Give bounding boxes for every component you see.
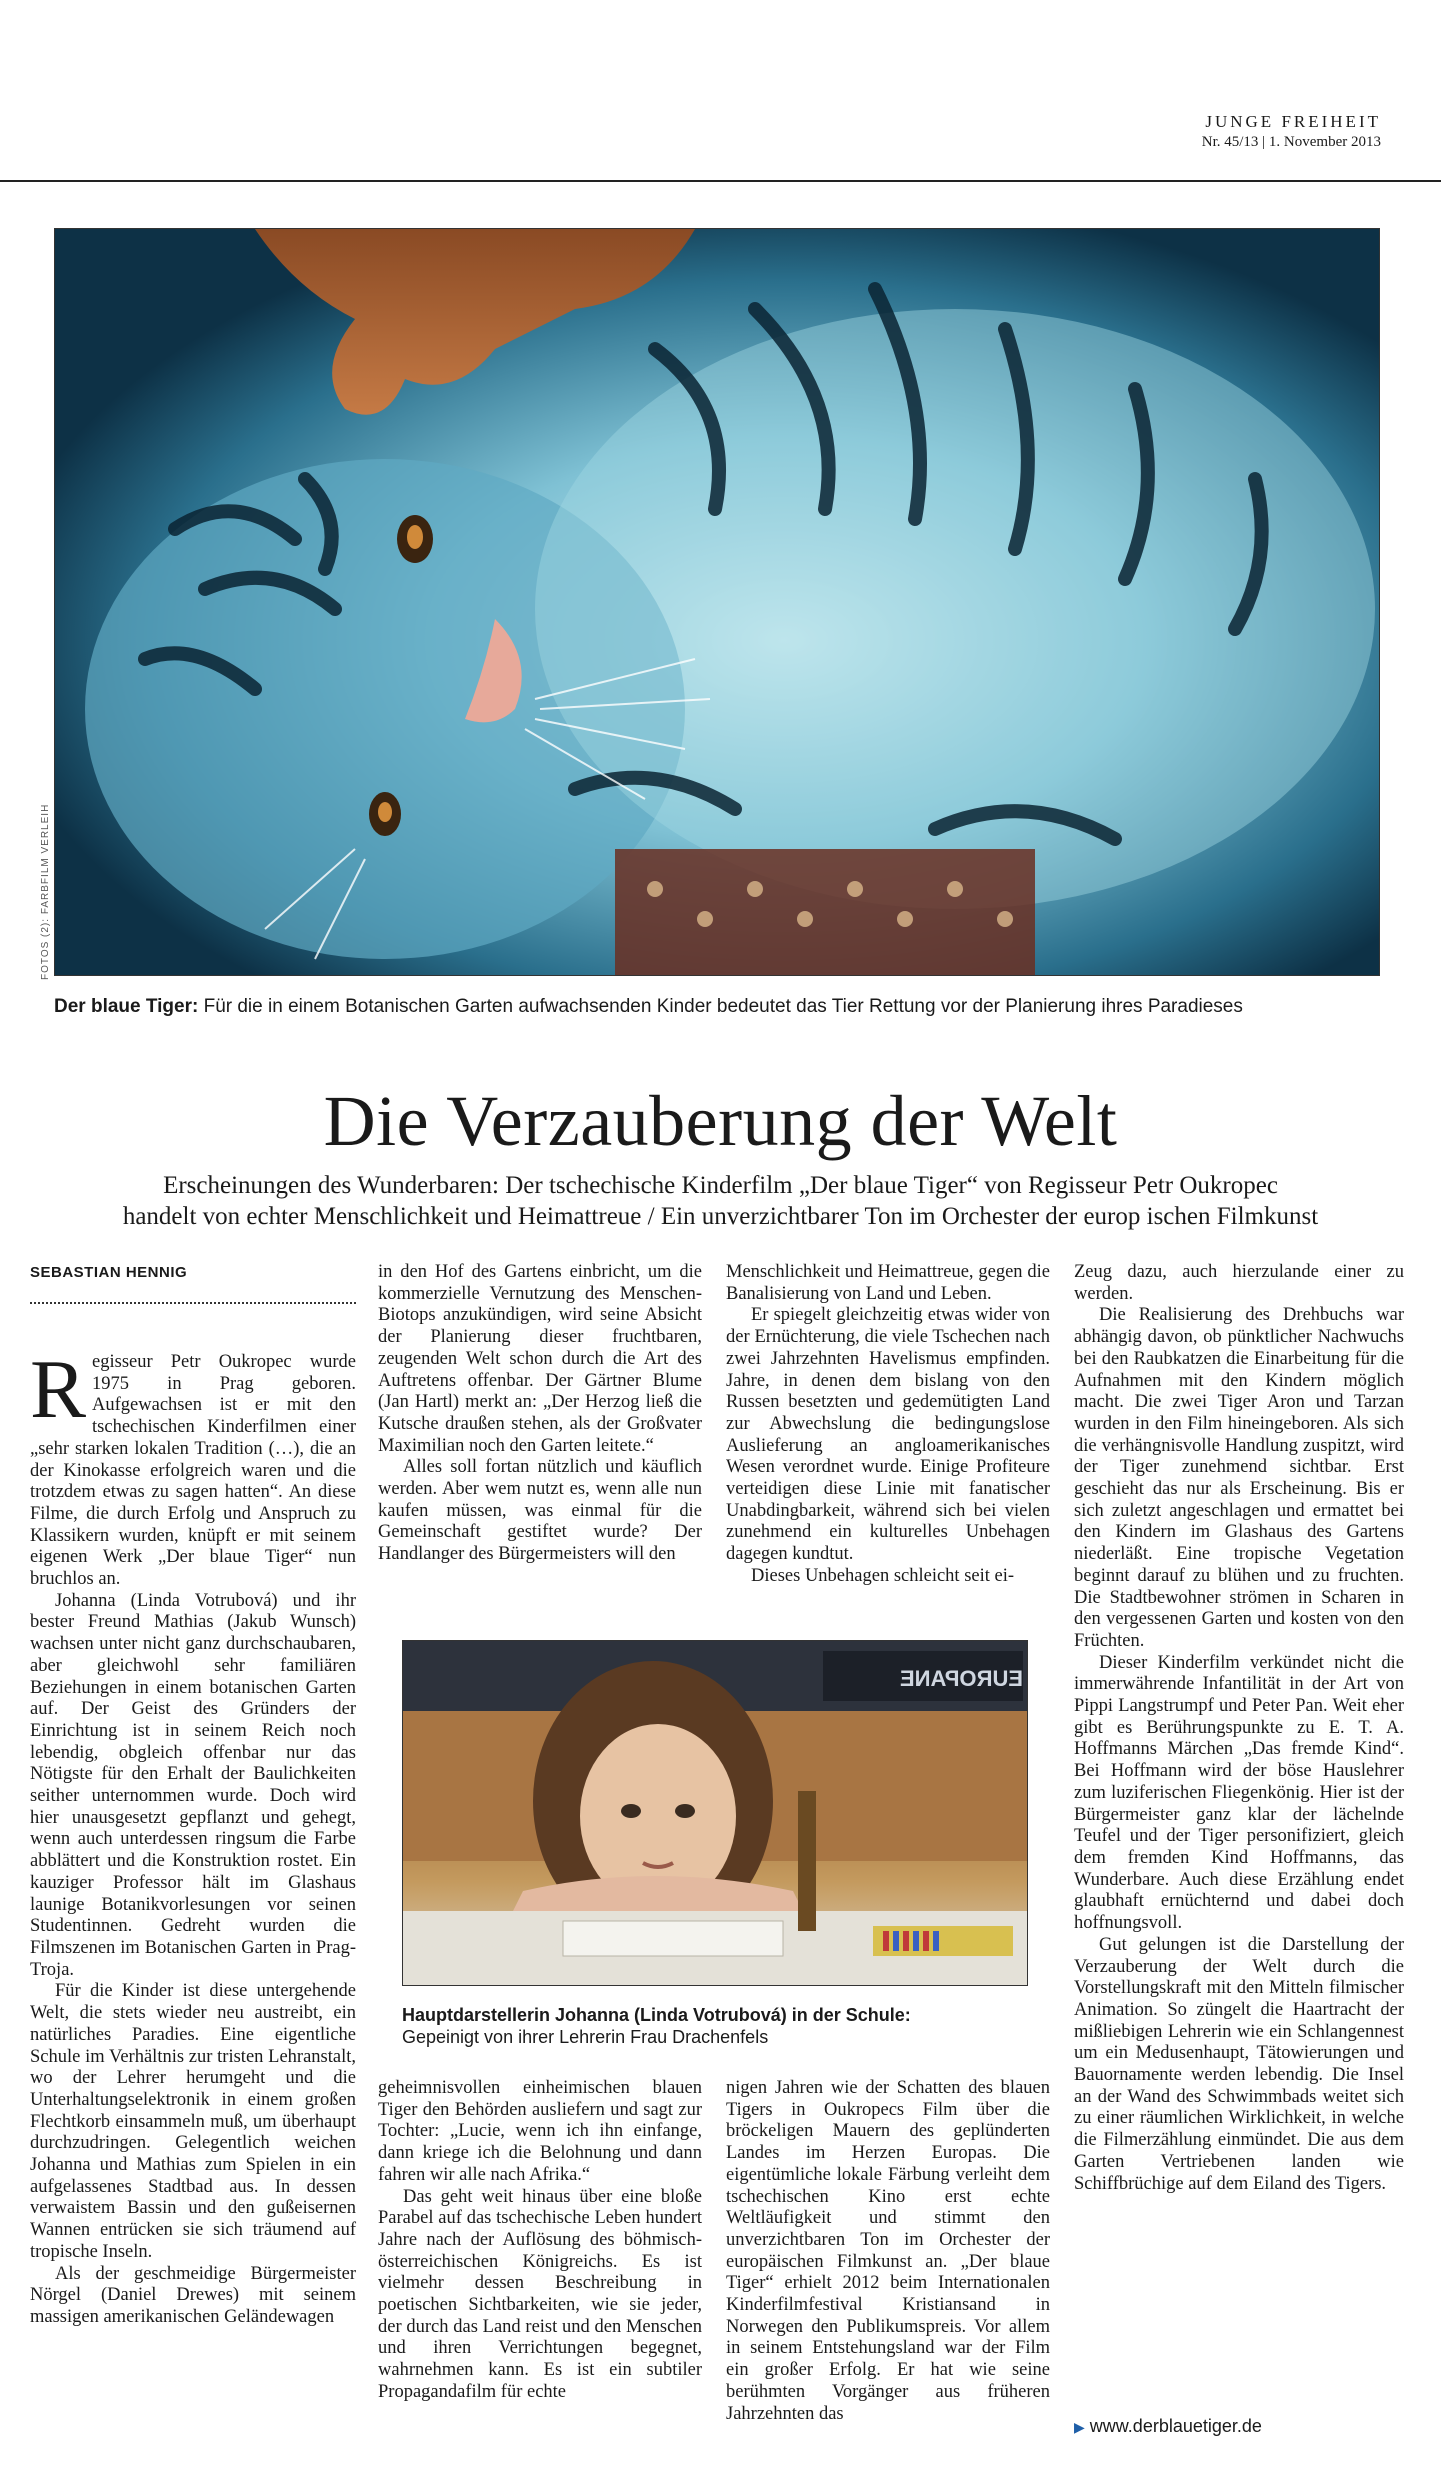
deck-line-2: handelt von echter Menschlichkeit und Heimattreue / Ein unverzichtbarer Ton im Orchester der europ ischen Filmkunst [122, 1203, 1319, 1230]
hero-caption [54, 996, 1384, 1018]
paragraph: Als der geschmeidige Bürgermeister Nörgel (Daniel Drewes) mit seinem massigen amerikanischen Geländewagen [30, 2263, 356, 2327]
byline: SEBASTIAN HENNIG [30, 1264, 188, 1281]
paragraph: Regisseur Petr Oukropec wurde 1975 in Prag geboren. Aufgewachsen ist er mit den tschechischen Kinderfilmen einer „sehr starken lokalen Tradition (…), die an der Kinokasse erfolgreich waren und die trotzdem etwas zu sagen hatten“. An diese Filme, die durch Erfolg und Anspruch zu Klassikern wurden, knüpft er mit seinem eigenen Werk „Der blaue Tiger“ nun bruchlos an. [30, 1343, 356, 1590]
paragraph: Das geht weit hinaus über eine bloße Parabel auf das tschechische Leben hundert Jahre nach der Auflösung des böhmisch-österreichischen Königreichs. Es ist vielmehr dessen Beschreibung in poetischen Sichtbarkeiten, wie sie jeder, der durch das Land reist und den Menschen und ihren Verrichtungen begegnet, wahrnehmen kann. Es ist ein subtiler Propagandafilm für echte [378, 2186, 702, 2402]
article-column-2-bottom [378, 2078, 702, 2404]
paragraph: Für die Kinder ist diese untergehende Welt, die stets wieder neu austreibt, ein natürliches Paradies. Eine eigentliche Schule im Verhältnis zur tristen Lehranstalt, wo der Lehrer herumgeht und die Unterhaltungselektronik in einem großen Flechtkorb einsammeln muß, um überhaupt durchzudringen. Gelegentlich weichen Johanna und Mathias zum Spielen in ein aufgelassenes Stadtbad aus. In dessen verwaistem Bassin und den gußeisernen Wannen entrücken sie sich träumend auf tropische Inseln. [30, 1981, 356, 2262]
arrow-right-icon: ▶ [1074, 2419, 1085, 2435]
byline-rule [30, 1302, 356, 1304]
headline: Die Verzauberung der Welt [323, 1081, 1118, 1161]
newspaper-name: JUNGE FREIHEIT [1205, 112, 1381, 131]
article-column-2-top [378, 1262, 702, 1566]
photo-credit: FOTOS (2): FARBFILM VERLEIH [40, 803, 51, 980]
deck [40, 1170, 1401, 1232]
article-column-1 [30, 1343, 356, 2329]
web-link-url[interactable]: www.derblauetiger.de [1089, 2416, 1262, 2436]
paragraph: Dieser Kinderfilm verkündet nicht die immerwährende Infantilität in der Art von Pippi Langstrumpf und Peter Pan. Weit eher gibt es Berührungspunkte zu E. T. A. Hoffmanns Märchen „Das fremde Kind“. Bei Hoffmann wird der böse Hauslehrer zum luziferischen Fliegenkönig. Hier ist der Bürgermeister ganz klar der lächelnde Teufel und der Tiger personifiziert, gleich dem fremden Kind Hoffmanns, das Wunderbare. Auch diese Erzählung endet glaubhaft ernüchternd und dabei doch hoffnungsvoll. [1074, 1652, 1404, 1934]
header-rule [0, 180, 1441, 182]
drop-cap: R [30, 1343, 87, 1436]
article-column-3-bottom [726, 2078, 1050, 2425]
paragraph: geheimnisvollen einheimischen blauen Tiger den Behörden ausliefern und sagt zur Tochter: „Lucie, wenn ich ihn einfange, dann kriege ich die Belohnung und dann fahren wir alle nach Afrika.“ [378, 2078, 702, 2185]
hero-caption-lead: Der blaue Tiger: [54, 996, 199, 1017]
photo-caption [402, 2004, 1028, 2048]
photo-sign-text: EUROPANE [899, 1666, 1023, 1691]
paragraph: Dieses Unbehagen schleicht seit ei- [751, 1565, 1015, 1586]
hero-photo-blue-tiger [54, 228, 1380, 976]
paragraph: in den Hof des Gartens einbricht, um die kommerzielle Vernutzung des Menschen-Biotops anzukündigen, wird seine Absicht der Planierung dieser fruchtbaren, zeugenden Welt schon durch die Art des Auftretens offenbar. Der Gärtner Blume (Jan Hartl) merkt an: „Der Herzog ließ die Kutsche draußen stehen, als der Großvater Maximilian noch den Garten leitete.“ [378, 1262, 702, 1456]
issue-date: Nr. 45/13 | 1. November 2013 [1201, 134, 1381, 150]
article-column-3-top [726, 1262, 1050, 1588]
photo-caption-lead: Hauptdarstellerin Johanna (Linda Votrubová) in der Schule: [402, 2005, 911, 2025]
paragraph: Gut gelungen ist die Darstellung der Verzauberung der Welt durch die Vorstellungskraft mit den Mitteln filmischer Animation. So züngelt die Haartracht der mißliebigen Lehrerin wie ein Schlangennest um ein Medusenhaupt, Tätowierungen und Bauornamente werden lebendig. Die Insel an der Wand des Schwimmbads weitet sich zu einer räumlichen Wirklichkeit, in welche die Filmerzählung einmündet. Die aus dem Garten Vertriebenen landen wie Schiffbrüchige auf dem Eiland des Tigers. [1074, 1934, 1404, 2194]
paragraph: Alles soll fortan nützlich und käuflich werden. Aber wem nutzt es, wenn alle nun kaufen müssen, was einmal für die Gemeinschaft gestiftet wurde? Der Handlanger des Bürgermeisters will den [378, 1457, 702, 1565]
deck-line-1: Erscheinungen des Wunderbaren: Der tschechische Kinderfilm „Der blaue Tiger“ von Regisseur Petr Oukropec [163, 1172, 1278, 1199]
hero-caption-text: Für die in einem Botanischen Garten aufwachsenden Kinder bedeutet das Tier Rettung vor der Planierung ihres Paradieses [198, 996, 1243, 1017]
paragraph: Er spiegelt gleichzeitig etwas wider von der Ernüchterung, die viele Tschechen nach zwei Jahrzehnten Havelismus empfinden. Jahre, in denen dem bislang von den Russen besetzten und gedemütigten Land zur Abwechslung die bedingungslose Auslieferung an angloamerikanisches Wesen verordnet wurde. Einige Profiteure verteidigen diese Linie mit fanatischer Unabdingbarkeit, während sich bei vielen zunehmend ein kulturelles Unbehagen dagegen kundtut. [726, 1305, 1050, 1565]
paragraph: Johanna (Linda Votrubová) und ihr bester Freund Mathias (Jakub Wunsch) wachsen unter nicht ganz durchschaubaren, aber gleichwohl sehr familiären Beziehungen in einem botanischen Garten auf. Der Geist des Gründers der Einrichtung ist in seinem Reich noch lebendig, obgleich offenbar nur das Nötigste für den Erhalt der Baulichkeiten seither unternommen wurde. Doch wird hier unausgesetzt gepflanzt und gehegt, wenn auch unterdessen ringsum die Farbe abblättert und die Konstruktion rostet. Ein kauziger Professor hält im Glashaus launige Botanikvorlesungen vor seinen Studentinnen. Gedreht wurden die Filmszenen im Botanischen Garten in Prag-Troja. [30, 1590, 356, 1980]
photo-caption-text: Gepeinigt von ihrer Lehrerin Frau Drachenfels [402, 2027, 769, 2047]
photo-girl-in-school [402, 1640, 1028, 1986]
masthead [1202, 112, 1381, 151]
paragraph: Die Realisierung des Drehbuchs war abhängig davon, ob pünktlicher Nachwuchs bei den Raubkatzen die Einarbeitung für die Aufnahmen mit den Kindern möglich macht. Die zwei Tiger Aron und Tarzan wurden in den Film hineingeboren. Als sich die verhängnisvolle Handlung zuspitzt, wird der Tiger zunehmend sichtbar. Erst geschieht das nur als Erscheinung. Bis er sich zuletzt angeschlagen und ermattet bei den Kindern im Glashaus des Gartens niederläßt. Eine tropische Vegetation beginnt darauf zu blühen und zu fruchten. Die Stadtbewohner strömen in Scharen in den vergessenen Garten und kosten von den Früchten. [1074, 1305, 1404, 1651]
paragraph: Menschlichkeit und Heimattreue, gegen die Banalisierung von Land und Leben. [726, 1262, 1050, 1304]
paragraph: nigen Jahren wie der Schatten des blauen Tigers in Oukropecs Film über die bröckeligen Mauern des geplünderten Landes im Herzen Europas. Die eigentümliche lokale Färbung verleiht dem tschechischen Kino erst echte Weltläufigkeit und stimmt den unverzichtbaren Ton im Orchester der europäischen Filmkunst an. „Der blaue Tiger“ erhielt 2012 beim Internationalen Kinderfilmfestival Kristiansand in Norwegen den Publikumspreis. Vor allem in seinem Entstehungsland war der Film ein großer Erfolg. Er hat wie seine berühmten Vorgänger aus früheren Jahrzehnten das [726, 2078, 1050, 2424]
article-column-4 [1074, 1262, 1404, 2195]
web-link[interactable] [1074, 2416, 1262, 2437]
paragraph: Zeug dazu, auch hierzulande einer zu werden. [1074, 1262, 1404, 1304]
